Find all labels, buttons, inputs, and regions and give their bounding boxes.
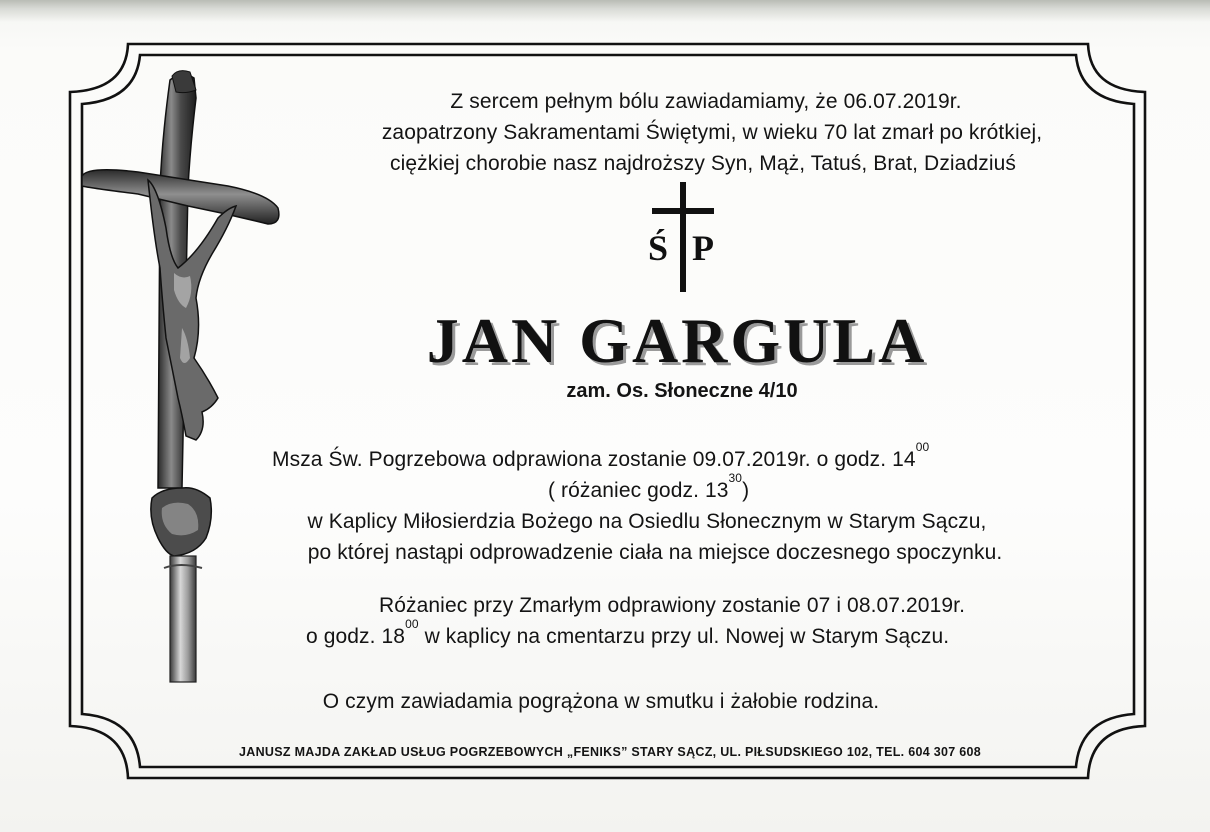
sp-letter-p: P <box>692 228 714 268</box>
funeral-home-footer: JANUSZ MAJDA ZAKŁAD USŁUG POGRZEBOWYCH „FENIKS” STARY SĄCZ, UL. PIŁSUDSKIEGO 102, TEL. 604 307 608 <box>238 745 982 759</box>
mass-line-1-text: Msza Św. Pogrzebowa odprawiona zostanie 09.07.2019r. o godz. 14 <box>272 448 916 471</box>
rosary-line-2-minutes: 00 <box>405 617 419 631</box>
papal-crucifix-image <box>78 68 288 684</box>
closing-line: O czym zawiadamia pogrążona w smutku i żałobie rodzina. <box>322 690 880 713</box>
rosary-line-2-end: w kaplicy na cmentarzu przy ul. Nowej w Starym Sączu. <box>418 625 950 648</box>
rosary-line-1: Różaniec przy Zmarłym odprawiony zostanie 07 i 08.07.2019r. <box>378 594 966 617</box>
mass-line-2 <box>548 471 750 506</box>
intro-line-3: ciężkiej chorobie nasz najdroższy Syn, Mąż, Tatuś, Brat, Dziadziuś <box>390 152 1016 175</box>
rosary-time-minutes: 30 <box>728 471 743 485</box>
deceased-name: JAN GARGULA <box>426 305 928 376</box>
mass-line-2-end: ) <box>742 479 750 502</box>
sp-letter-s: Ś <box>648 228 669 268</box>
mass-line-4: po której nastąpi odprowadzenie ciała na miejsce doczesnego spoczynku. <box>307 541 1003 564</box>
intro-line-1: Z sercem pełnym bólu zawiadamiamy, że 06.07.2019r. <box>450 90 962 113</box>
deceased-address: zam. Os. Słoneczne 4/10 <box>566 380 798 402</box>
mass-line-1 <box>272 440 930 475</box>
rosary-line-2 <box>306 617 950 652</box>
mass-line-3: w Kaplicy Miłosierdzia Bożego na Osiedlu Słonecznym w Starym Sączu, <box>307 510 987 533</box>
rosary-line-2-start: o godz. 18 <box>306 625 406 648</box>
mass-line-2-text: ( różaniec godz. 13 <box>548 479 729 502</box>
mass-time-minutes: 00 <box>915 440 930 454</box>
intro-line-2: zaopatrzony Sakramentami Świętymi, w wieku 70 lat zmarł po krótkiej, <box>381 121 1043 144</box>
